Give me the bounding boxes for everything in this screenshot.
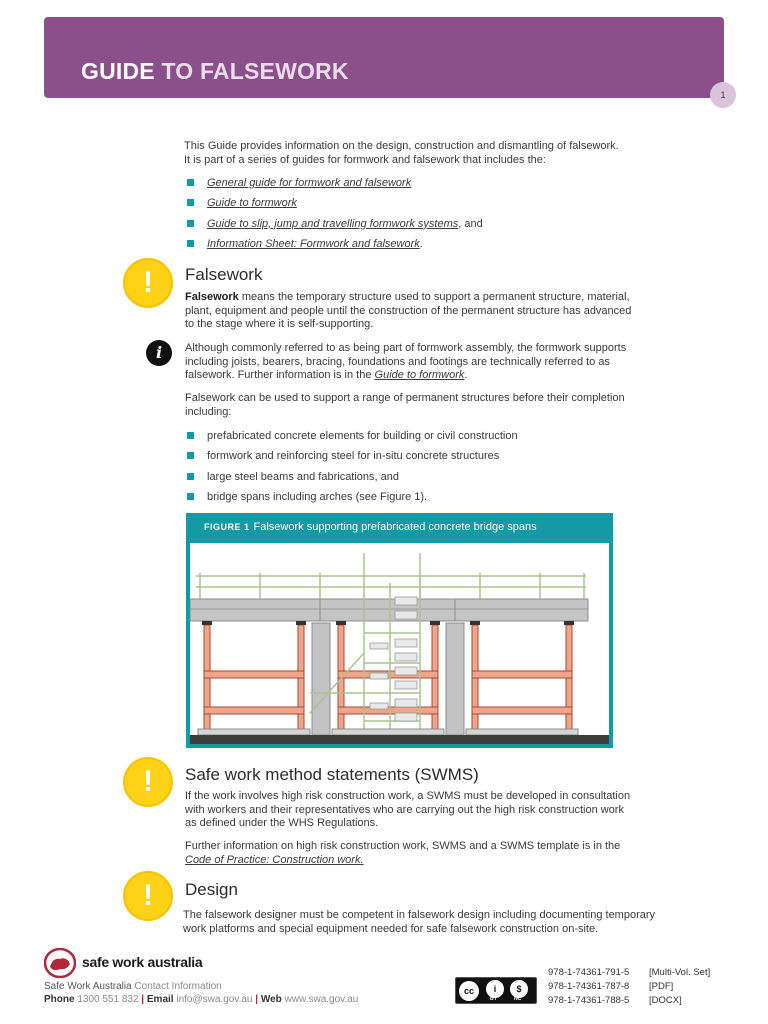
bullet-square-icon [187,452,194,459]
warning-icon: ! [123,258,173,308]
list-item [185,197,483,217]
bullet-square-icon [187,220,194,227]
bullet-square-icon [187,432,194,439]
isbn-row: 978-1-74361-788-5 [DOCX] [548,995,682,1006]
falsework-support-intro: Falsework can be used to support a range of permanent structures before their completion including: [185,392,625,418]
falsework-uses-list [185,430,518,511]
swms-paragraph: If the work involves high risk construction work, a SWMS must be developed in consultation with workers and their representatives who are carrying out the high risk construction work as defined under the WHS Regulations. [185,790,631,829]
figure-1 [186,513,613,748]
list-item: formwork and reinforcing steel for in-situ concrete structures [185,450,518,470]
contact-details: Phone 1300 551 832 | Email info@swa.gov.au | Web www.swa.gov.au [44,994,359,1005]
contact-line: Safe Work Australia Contact Information [44,981,222,992]
list-item: Information Sheet: Formwork and falsework. [185,238,483,258]
bullet-square-icon [187,240,194,247]
falsework-definition: Falsework means the temporary structure used to support a permanent structure, material, plant, equipment and people until the construction of the permanent structure has advanced to the stage where it is self-supporting. [185,291,632,330]
link-guide-to-formwork[interactable]: Guide to formwork [207,197,297,210]
link-slip-jump-guide[interactable]: Guide to slip, jump and travelling formwork systems [207,217,459,230]
bullet-square-icon [187,493,194,500]
intro-paragraph: This Guide provides information on the design, construction and dismantling of falsework. It is part of a series of guides for formwork and falsework that includes the: [184,140,619,166]
list-item [185,177,483,197]
header-bar [44,17,724,98]
guide-links-list [185,177,483,258]
bridge-falsework-diagram [190,543,609,744]
page-number-badge: 1 [710,82,736,108]
isbn-row: 978-1-74361-787-8 [PDF] [548,981,674,992]
phone-number: 1300 551 832 [77,994,139,1005]
bullet-square-icon [187,473,194,480]
link-guide-to-formwork-note[interactable]: Guide to formwork [374,369,465,381]
link-general-guide[interactable]: General guide for formwork and falsework [207,177,412,189]
section-heading-swms: Safe work method statements (SWMS) [185,765,479,784]
link-information-sheet[interactable]: Information Sheet: Formwork and falsework [207,237,420,250]
email-link[interactable]: info@swa.gov.au [176,994,253,1005]
figure-caption: FIGURE 1 Falsework supporting prefabricated concrete bridge spans [204,521,537,533]
warning-icon: ! [123,871,173,921]
isbn-row: 978-1-74361-791-5 [Multi-Vol. Set] [548,967,711,978]
safe-work-australia-logo [44,948,76,978]
list-item: bridge spans including arches (see Figure 1). [185,491,518,511]
falsework-note: Although commonly referred to as being part of formwork assembly, the formwork supports including joists, bearers, bracing, foundations and footings are technically referred to as falsework. Further information is in the Guide to formwork. [185,342,627,381]
bullet-square-icon [187,199,194,206]
creative-commons-badge: cc i $ BY NC [455,977,537,1004]
design-paragraph: The falsework designer must be competent in falsework design including documenting temporary work platforms and special equipment needed for safe falsework construction on-site. [183,909,656,935]
falsework-illustration [190,543,609,744]
web-link[interactable]: www.swa.gov.au [284,994,359,1005]
swms-further-info: Further information on high risk construction work, SWMS and a SWMS template is in the Code of Practice: Construction work. [185,840,621,866]
section-heading-falsework: Falsework [185,265,263,284]
link-code-of-practice[interactable]: Code of Practice: Construction work. [185,853,364,866]
section-heading-design: Design [185,880,238,899]
warning-icon: ! [123,757,173,807]
info-icon: i [146,340,172,366]
brand-name: safe work australia [82,954,203,970]
bullet-square-icon [187,179,194,186]
list-item: prefabricated concrete elements for building or civil construction [185,430,518,450]
attribution-icon: i [486,980,504,998]
page-title: GUIDE TO FALSEWORK [81,58,349,84]
cc-icon: cc [459,981,479,1001]
list-item: Guide to slip, jump and travelling formwork systems, and [185,218,483,238]
list-item: large steel beams and fabrications, and [185,471,518,491]
noncommercial-icon: $ [510,980,528,998]
